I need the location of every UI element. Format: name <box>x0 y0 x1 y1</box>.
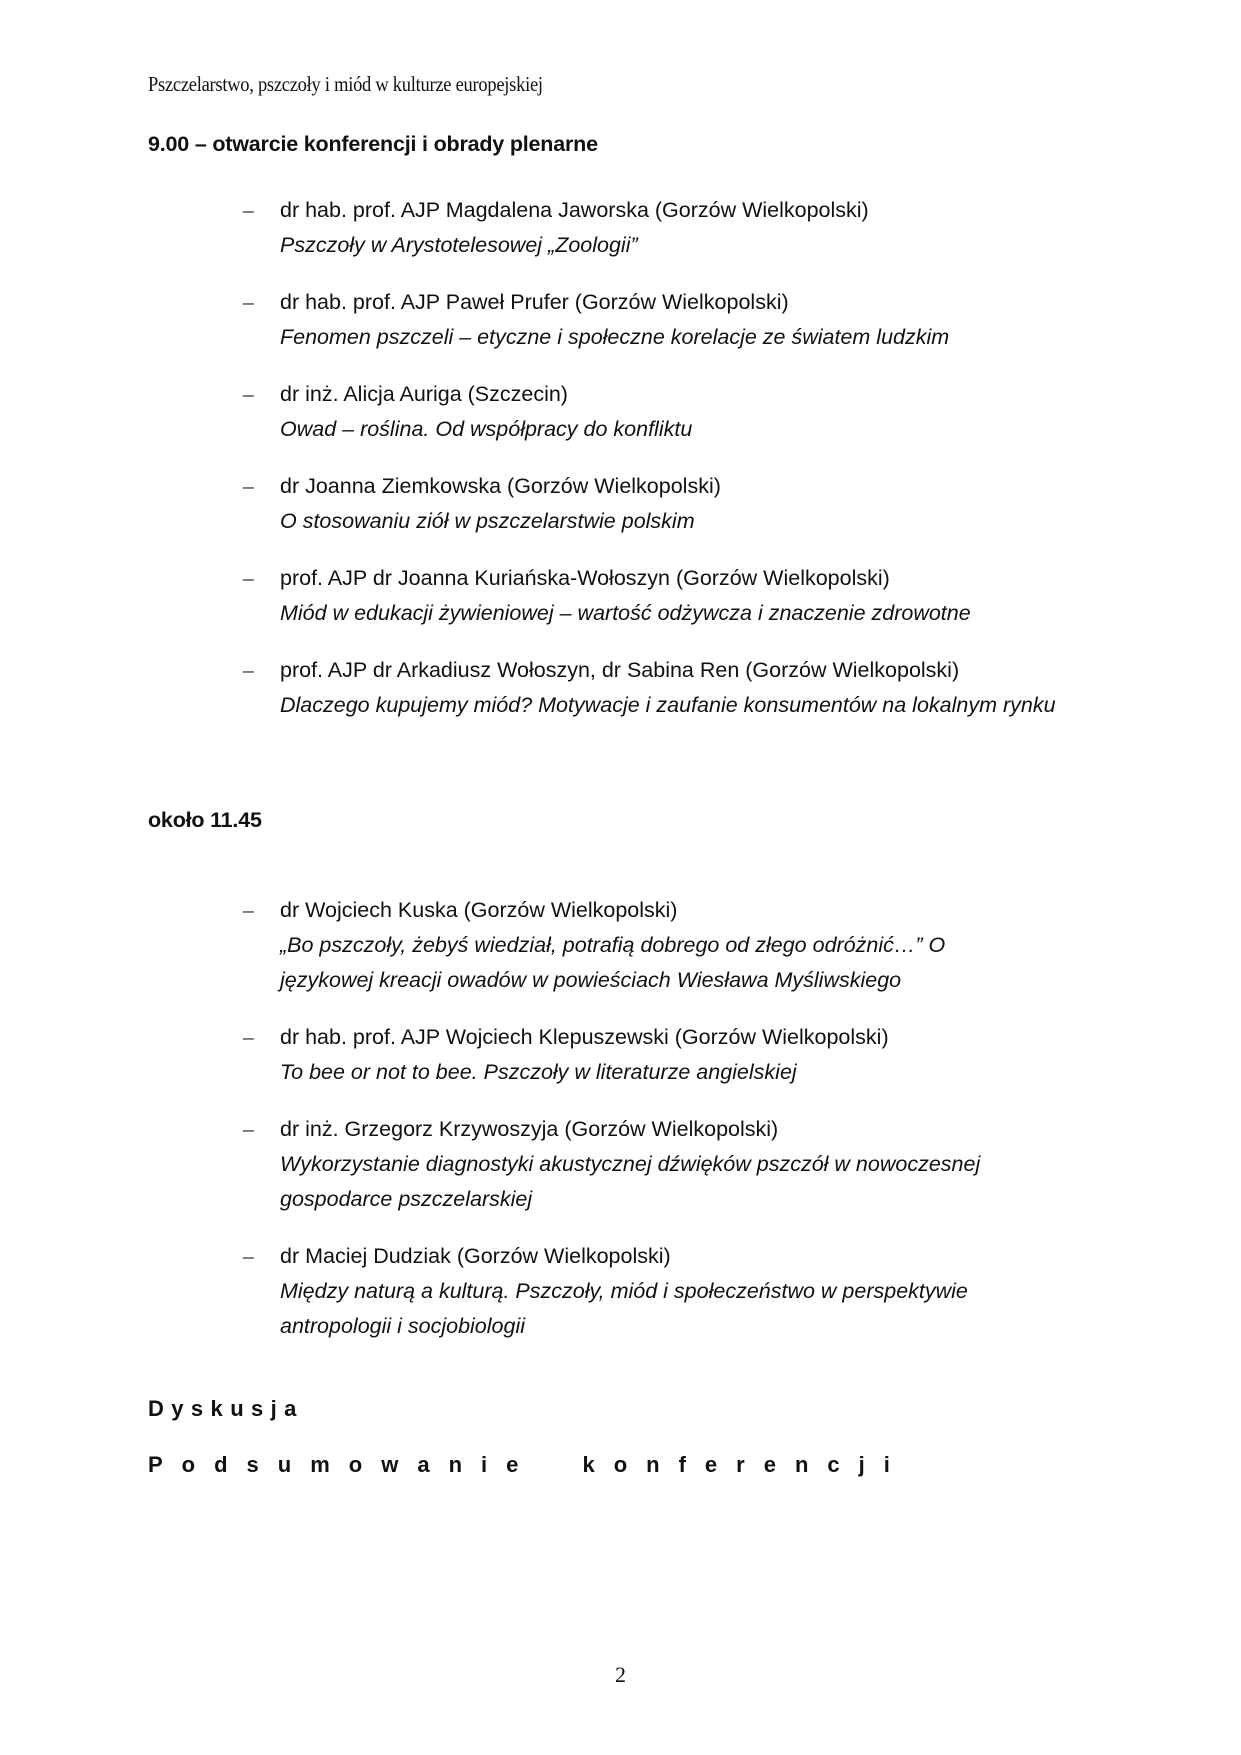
talk-speaker: dr Wojciech Kuska (Gorzów Wielkopolski) <box>280 898 678 922</box>
talk-title: O stosowaniu ziół w pszczelarstwie polskim <box>280 509 695 533</box>
list-dash: – <box>243 1025 254 1049</box>
talk-title: Owad – roślina. Od współpracy do konfliktu <box>280 417 693 441</box>
talk-item <box>243 653 1123 723</box>
session-1-heading: 9.00 – otwarcie konferencji i obrady plenarne <box>148 132 598 156</box>
talk-item <box>243 377 1123 447</box>
talk-speaker: dr Joanna Ziemkowska (Gorzów Wielkopolski) <box>280 474 721 498</box>
list-dash: – <box>243 382 254 406</box>
talk-speaker: dr inż. Grzegorz Krzywoszyja (Gorzów Wielkopolski) <box>280 1117 779 1141</box>
talk-speaker: dr hab. prof. AJP Paweł Prufer (Gorzów Wielkopolski) <box>280 290 789 314</box>
talk-speaker: dr hab. prof. AJP Wojciech Klepuszewski (Gorzów Wielkopolski) <box>280 1025 889 1049</box>
talk-title: Wykorzystanie diagnostyki akustycznej dźwięków pszczół w nowoczesnej gospodarce pszczelarskiej <box>280 1152 981 1211</box>
talk-item <box>243 1112 1123 1217</box>
list-dash: – <box>243 898 254 922</box>
list-dash: – <box>243 1117 254 1141</box>
talk-title: Fenomen pszczeli – etyczne i społeczne korelacje ze światem ludzkim <box>280 325 950 349</box>
talk-item <box>243 893 1123 998</box>
talk-title: „Bo pszczoły, żebyś wiedział, potrafią dobrego od złego odróżnić…” O językowej kreacji owadów w powieściach Wiesława Myśliwskiego <box>280 933 946 992</box>
talk-item <box>243 469 1123 539</box>
talk-speaker: dr Maciej Dudziak (Gorzów Wielkopolski) <box>280 1244 671 1268</box>
talk-item <box>243 1239 1123 1344</box>
talk-speaker: prof. AJP dr Joanna Kuriańska-Wołoszyn (Gorzów Wielkopolski) <box>280 566 890 590</box>
talk-title: To bee or not to bee. Pszczoły w literaturze angielskiej <box>280 1060 797 1084</box>
list-dash: – <box>243 1244 254 1268</box>
list-dash: – <box>243 290 254 314</box>
page-number: 2 <box>615 1662 626 1687</box>
talk-item <box>243 285 1123 355</box>
talk-title: Miód w edukacji żywieniowej – wartość odżywcza i znaczenie zdrowotne <box>280 601 971 625</box>
talk-title: Dlaczego kupujemy miód? Motywacje i zaufanie konsumentów na lokalnym rynku <box>280 693 1056 717</box>
talk-title: Pszczoły w Arystotelesowej „Zoologii” <box>280 233 638 257</box>
list-dash: – <box>243 566 254 590</box>
talk-speaker: dr inż. Alicja Auriga (Szczecin) <box>280 382 568 406</box>
closing-heading: Podsumowanie konferencji <box>148 1452 909 1477</box>
talk-speaker: prof. AJP dr Arkadiusz Wołoszyn, dr Sabina Ren (Gorzów Wielkopolski) <box>280 658 960 682</box>
talk-speaker: dr hab. prof. AJP Magdalena Jaworska (Gorzów Wielkopolski) <box>280 198 869 222</box>
talk-item <box>243 1020 1123 1090</box>
running-header: Pszczelarstwo, pszczoły i miód w kulturze europejskiej <box>148 72 543 96</box>
list-dash: – <box>243 474 254 498</box>
list-dash: – <box>243 658 254 682</box>
session-2-heading: około 11.45 <box>148 808 262 832</box>
session-1-talk-list <box>243 193 1123 745</box>
list-dash: – <box>243 198 254 222</box>
talk-item <box>243 561 1123 631</box>
talk-title: Między naturą a kulturą. Pszczoły, miód i społeczeństwo w perspektywie antropologii i socjobiologii <box>280 1279 968 1338</box>
session-2-talk-list <box>243 893 1123 1366</box>
discussion-heading: Dyskusja <box>148 1396 304 1421</box>
talk-item <box>243 193 1123 263</box>
